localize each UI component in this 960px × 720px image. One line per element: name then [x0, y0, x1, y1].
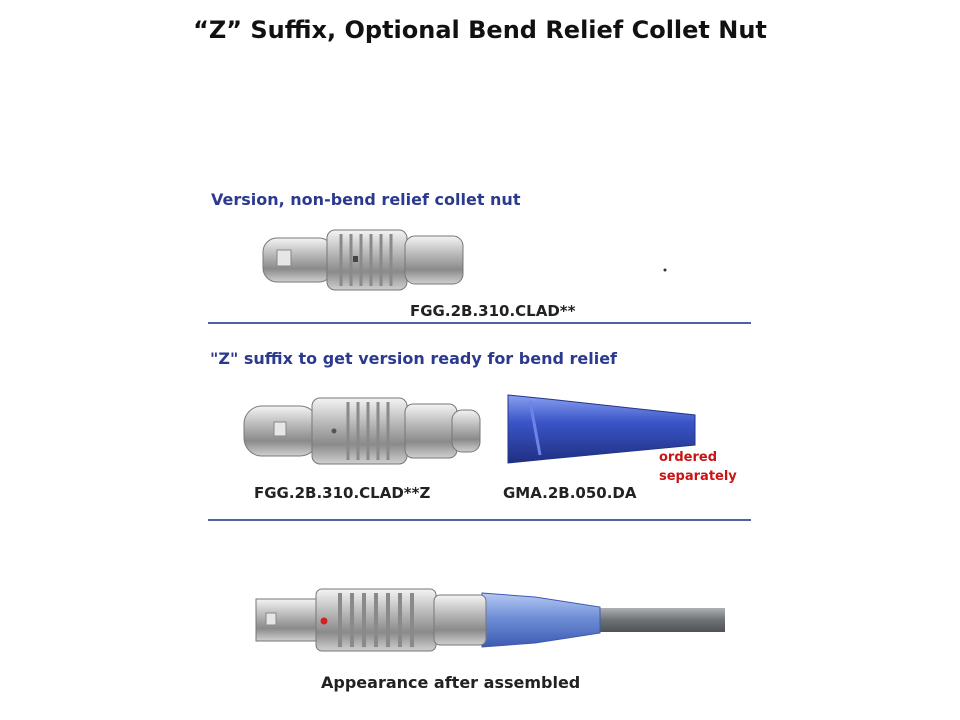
connector-image-z-suffix: [240, 390, 485, 472]
assembled-connector-image: [250, 585, 730, 655]
connector-image-standard: [255, 220, 470, 298]
section2-heading: "Z" suffix to get version ready for bend relief: [210, 349, 618, 368]
ordered-separately-note: [659, 448, 737, 486]
part-number-z-suffix: FGG.2B.310.CLAD**Z: [254, 484, 431, 502]
note-line-1: ordered: [659, 450, 717, 465]
part-number-standard: FGG.2B.310.CLAD**: [410, 302, 576, 320]
note-line-2: separately: [659, 469, 737, 484]
slide-title: “Z” Suffix, Optional Bend Relief Collet Nut: [193, 16, 767, 44]
divider-2: [208, 519, 751, 521]
assembled-caption: Appearance after assembled: [321, 673, 581, 692]
section1-heading: Version, non-bend relief collet nut: [211, 190, 521, 209]
divider-1: [208, 322, 751, 324]
stray-dot: [663, 268, 667, 272]
part-number-bend-relief: GMA.2B.050.DA: [503, 484, 637, 502]
